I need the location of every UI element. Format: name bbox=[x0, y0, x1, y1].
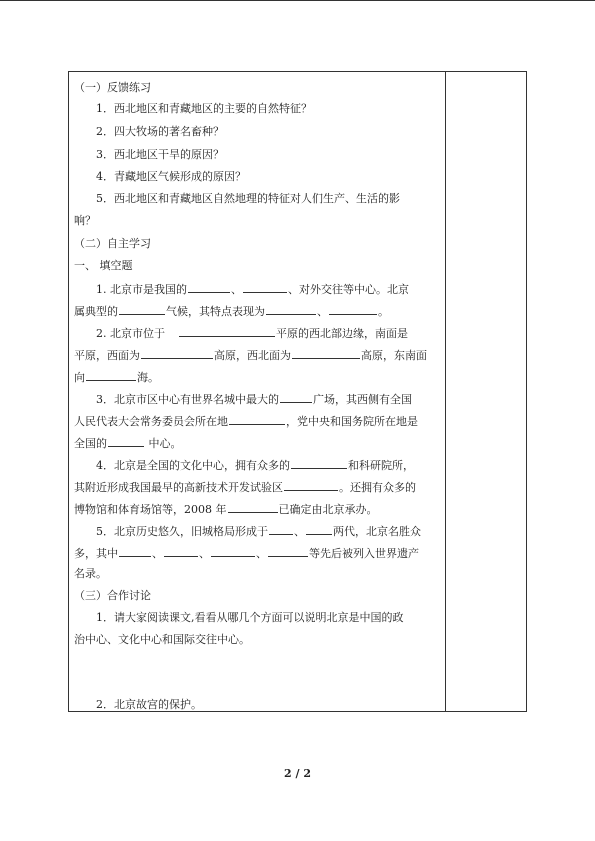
question-line: 1．西北地区和青藏地区的主要的自然特征？ bbox=[96, 102, 312, 115]
answer-blank[interactable] bbox=[266, 303, 316, 315]
table-column-divider bbox=[445, 71, 446, 712]
section-header-discussion: （三）合作讨论 bbox=[74, 589, 151, 602]
fill-line: 博物馆和体育场馆等，2008 年 已确定由北京承办。 bbox=[74, 503, 378, 516]
answer-blank[interactable] bbox=[292, 347, 360, 359]
answer-blank[interactable] bbox=[306, 523, 332, 535]
question-line: 5．西北地区和青藏地区自然地理的特征对人们生产、生活的影 bbox=[96, 192, 400, 205]
answer-blank[interactable] bbox=[243, 281, 287, 293]
section-header-self-study: （二）自主学习 bbox=[74, 237, 151, 250]
fill-line: 属典型的 气候，其特点表现为 、 。 bbox=[74, 305, 389, 318]
fill-line: 人民代表大会常务委员会所在地 ，党中央和国务院所在地是 bbox=[74, 415, 418, 428]
fill-line: 全国的 中心。 bbox=[74, 437, 182, 450]
answer-blank[interactable] bbox=[119, 545, 151, 557]
fill-line: 其附近形成我国最早的高新技术开发试验区 。还拥有众多的 bbox=[74, 481, 416, 494]
answer-blank[interactable] bbox=[228, 501, 278, 513]
answer-blank[interactable] bbox=[284, 479, 338, 491]
question-line: 4．青藏地区气候形成的原因？ bbox=[96, 170, 246, 183]
discussion-question: 1．请大家阅读课文,看看从哪几个方面可以说明北京是中国的政 bbox=[96, 611, 404, 624]
page-number: 2 / 2 bbox=[284, 767, 311, 780]
answer-blank[interactable] bbox=[86, 369, 136, 381]
fill-line: 2. 北京市位于 平原的西北部边缘，南面是 bbox=[96, 327, 408, 340]
answer-blank[interactable] bbox=[119, 303, 165, 315]
answer-blank[interactable] bbox=[179, 325, 275, 337]
question-line: 响？ bbox=[74, 214, 96, 227]
answer-blank[interactable] bbox=[211, 545, 255, 557]
answer-blank[interactable] bbox=[269, 523, 293, 535]
answer-blank[interactable] bbox=[188, 281, 230, 293]
question-line: 2．四大牧场的著名畜种？ bbox=[96, 125, 224, 138]
answer-blank[interactable] bbox=[164, 545, 198, 557]
fill-in-heading: 一、 填空题 bbox=[74, 259, 133, 272]
fill-line: 5．北京历史悠久，旧城格局形成于 、 两代，北京名胜众 bbox=[96, 525, 421, 538]
fill-line: 向 海。 bbox=[74, 371, 159, 384]
question-line: 3．西北地区干旱的原因？ bbox=[96, 148, 224, 161]
fill-line: 4．北京是全国的文化中心，拥有众多的 和科研院所， bbox=[96, 459, 414, 472]
answer-blank[interactable] bbox=[108, 435, 144, 447]
answer-blank[interactable] bbox=[141, 347, 213, 359]
fill-line: 3．北京市区中心有世界名城中最大的 广场，其西侧有全国 bbox=[96, 393, 412, 406]
fill-line: 名录。 bbox=[74, 567, 107, 580]
answer-blank[interactable] bbox=[291, 457, 347, 469]
top-rule bbox=[0, 0, 595, 1]
discussion-question: 2．北京故宫的保护。 bbox=[96, 698, 202, 711]
fill-line: 平原，西面为 高原，西北面为 高原，东南面 bbox=[74, 349, 427, 362]
answer-blank[interactable] bbox=[229, 413, 285, 425]
answer-blank[interactable] bbox=[329, 303, 377, 315]
fill-line: 1. 北京市是我国的 、 、对外交往等中心。北京 bbox=[96, 283, 409, 296]
fill-line: 多，其中 、 、 、 等先后被列入世界遗产 bbox=[74, 547, 419, 560]
answer-blank[interactable] bbox=[268, 545, 308, 557]
answer-blank[interactable] bbox=[280, 391, 312, 403]
discussion-question: 治中心、文化中心和国际交往中心。 bbox=[74, 633, 250, 646]
section-header-feedback: （一）反馈练习 bbox=[74, 81, 151, 94]
